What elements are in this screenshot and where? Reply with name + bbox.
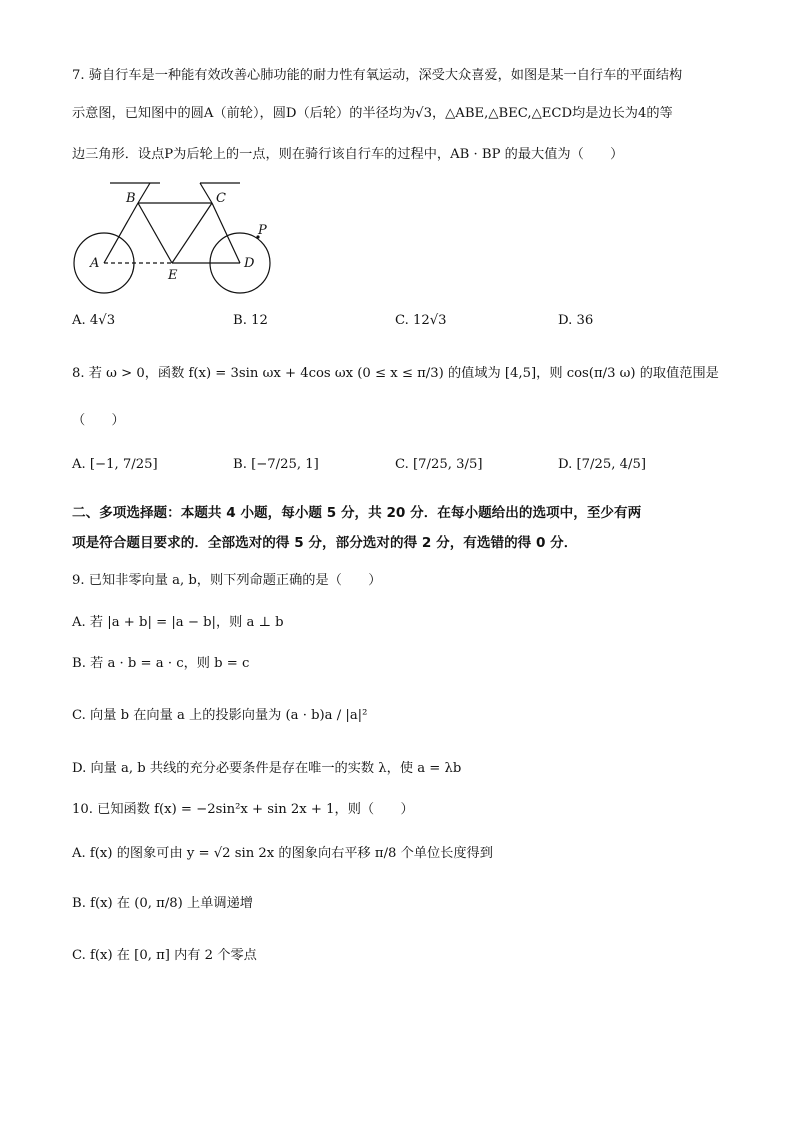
- q10-option-c: C. f(x) 在 [0, π] 内有 2 个零点: [72, 948, 257, 963]
- label-e: E: [168, 268, 178, 283]
- handlebar-post: [138, 183, 150, 203]
- section-2-heading-line-1: 二、多项选择题：本题共 4 小题，每小题 5 分，共 20 分．在每小题给出的选项中，至少有两: [72, 505, 642, 521]
- label-c: C: [216, 191, 226, 206]
- q7-option-b: B. 12: [233, 313, 268, 328]
- q7-option-c: C. 12√3: [395, 313, 447, 328]
- q7-line-2: 示意图，已知图中的圆A（前轮），圆D（后轮）的半径均为√3，△ABE,△BEC,△ECD均是边长为4的等: [72, 106, 673, 121]
- section-2-heading-line-2: 项是符合题目要求的．全部选对的得 5 分，部分选对的得 2 分，有选错的得 0 分．: [72, 535, 578, 551]
- q7-line-3: 边三角形．设点P为后轮上的一点，则在骑行该自行车的过程中，AB · BP 的最大值为（ ）: [72, 147, 624, 162]
- segment-be: [138, 203, 172, 263]
- q8-option-d: D. [7/25, 4/5]: [558, 457, 646, 472]
- label-d: D: [244, 256, 255, 271]
- q10-stem: 10. 已知函数 f(x) = −2sin²x + sin 2x + 1，则（ ）: [72, 802, 414, 817]
- q9-option-d: D. 向量 a, b 共线的充分必要条件是存在唯一的实数 λ，使 a = λb: [72, 761, 462, 776]
- bicycle-diagram: [72, 178, 282, 300]
- q8-line-1: 8. 若 ω > 0，函数 f(x) = 3sin ωx + 4cos ωx (0 ≤ x ≤ π/3) 的值域为 [4,5]，则 cos(π/3 ω) 的取值范围是: [72, 366, 719, 381]
- label-p: P: [258, 223, 267, 238]
- segment-ec: [172, 203, 212, 263]
- q9-option-c: C. 向量 b 在向量 a 上的投影向量为 (a · b)a / |a|²: [72, 708, 368, 723]
- q8-option-b: B. [−7/25, 1]: [233, 457, 319, 472]
- q8-option-a: A. [−1, 7/25]: [72, 457, 158, 472]
- seat-post: [200, 183, 212, 203]
- q8-option-c: C. [7/25, 3/5]: [395, 457, 483, 472]
- q9-option-a: A. 若 |a + b| = |a − b|，则 a ⊥ b: [72, 615, 284, 630]
- label-a: A: [90, 256, 100, 271]
- label-b: B: [126, 191, 136, 206]
- q7-option-a: A. 4√3: [72, 313, 116, 328]
- q9-stem: 9. 已知非零向量 a, b，则下列命题正确的是（ ）: [72, 573, 382, 588]
- q7-option-d: D. 36: [558, 313, 594, 328]
- q9-option-b: B. 若 a · b = a · c，则 b = c: [72, 656, 250, 671]
- q10-option-a: A. f(x) 的图象可由 y = √2 sin 2x 的图象向右平移 π/8 个单位长度得到: [72, 846, 493, 861]
- q10-option-b: B. f(x) 在 (0, π/8) 上单调递增: [72, 896, 253, 911]
- q7-line-1: 7. 骑自行车是一种能有效改善心肺功能的耐力性有氧运动，深受大众喜爱，如图是某一自行车的平面结构: [72, 68, 683, 83]
- q8-line-2: （ ）: [72, 413, 125, 428]
